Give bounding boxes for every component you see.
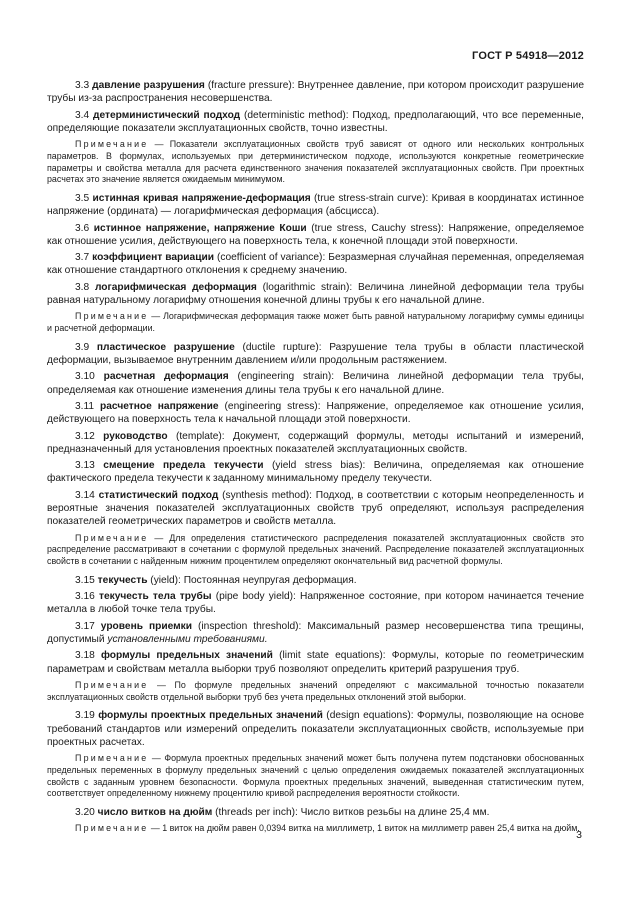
note-dash: — <box>148 823 163 834</box>
note-label: Примечание <box>75 679 149 690</box>
term: смещение предела текучести <box>103 460 264 472</box>
definition-3-3 <box>47 79 584 106</box>
definition-3-20 <box>47 806 584 819</box>
clause-number: 3.11 <box>75 400 95 412</box>
definition-text: (limit state equations): Формулы, которые по геометрическим параметрам и свойствам металла выборки труб позволяют определить критерий разрушения труб. <box>47 650 584 675</box>
definition-italic-text: установленными требованиями. <box>107 633 268 645</box>
term: формулы предельных значений <box>101 650 273 662</box>
definition-text: (ductile rupture): Разрушение тела трубы в области пластической деформации, вызываемое внутренним давлением и/или продольным растяжением. <box>47 341 584 367</box>
definition-3-14 <box>47 489 584 529</box>
clause-number: 3.20 <box>75 806 95 818</box>
note-label: Примечание <box>75 753 149 764</box>
definition-3-9 <box>47 341 584 368</box>
note-text: Логарифмическая деформация также может быть равной натуральному логарифму суммы единицы и расчетной деформации. <box>47 311 584 334</box>
note-3-14 <box>47 533 584 568</box>
clause-number: 3.7 <box>75 252 90 264</box>
note-label: Примечание <box>75 139 149 150</box>
clause-number: 3.12 <box>75 430 95 442</box>
term: статистический подход <box>98 489 219 501</box>
note-3-4 <box>47 139 584 186</box>
clause-number: 3.6 <box>75 222 90 234</box>
definition-text: (logarithmic strain): Величина линейной деформации тела трубы равная натуральному логарифму отношения конечной длины трубы к его начальной длине. <box>47 281 584 307</box>
definition-text: (yield): Постоянная неупругая деформация. <box>147 574 357 586</box>
clause-number: 3.14 <box>75 489 95 501</box>
definition-text: (fracture pressure): Внутреннее давление, при котором происходит разрушение трубы из-за распространения несовершенства. <box>47 80 584 105</box>
definition-3-18 <box>47 649 584 676</box>
term: логарифмическая деформация <box>94 281 257 293</box>
note-dash: — <box>148 679 175 690</box>
definition-3-10 <box>47 370 584 397</box>
note-text: Показатели эксплуатационных свойств труб зависят от одного или нескольких контрольных параметров. В формулах, используемых при детерминистическом подходе, используются конкретные геометрические параметры и свойства металла для расчета единственного значения показателей эксплуатационных свойств. При проектных расчетах это значение является ожидаемым минимумом. <box>47 139 584 185</box>
clause-number: 3.16 <box>75 591 95 603</box>
term: коэффициент вариации <box>92 252 214 264</box>
term: истинное напряжение, напряжение Коши <box>93 222 307 234</box>
definition-3-19 <box>47 709 584 749</box>
term: истинная кривая напряжение-деформация <box>92 193 311 204</box>
clause-number: 3.15 <box>75 574 95 586</box>
note-label: Примечание <box>75 532 149 543</box>
definition-3-16 <box>47 590 584 617</box>
definition-3-8 <box>47 281 584 308</box>
term: руководство <box>103 430 168 442</box>
definition-3-5 <box>47 192 584 219</box>
definition-text: (inspection threshold): Максимальный размер несовершенства типа трещины, допустимый <box>47 620 584 645</box>
note-text: Формула проектных предельных значений может быть получена путем подстановки обоснованных предельных переменных в формулу предельных значений с целью определения ожидаемых показателей эксплуатационных свойств с заданным уровнем безопасности. Формула проектных предельных значений, выведенная статистическим путем, соответствует определенному нижнему процентилю кривой распределения вероятности стойкости. <box>47 753 584 799</box>
note-text: Для определения статистического распределения показателей эксплуатационных свойств это распределение рассматривают в сочетании с формулой предельных значений. Распределение показателей эксплуатационных свойств в сочетании с найденным нижним процентилем определяют окончательный вид расчетной формулы. <box>47 532 584 567</box>
definition-text: (design equations): Формулы, позволяющие на основе требований стандартов или измерений определить показатели эксплуатационных свойств, используемые при проектных расчетах. <box>47 710 584 748</box>
definition-3-6 <box>47 222 584 249</box>
definition-3-7 <box>47 251 584 278</box>
term: пластическое разрушение <box>96 341 235 353</box>
term: формулы проектных предельных значений <box>98 710 323 722</box>
note-text: По формуле предельных значений определяют с максимальной точностью показатели эксплуатационных свойств отдельной выборки труб без учета предельных отклонений этой выборки. <box>47 679 584 702</box>
definition-text: (coefficient of variance): Безразмерная случайная переменная, определяемая как отношение стандартного отклонения к среднему значению. <box>47 252 584 277</box>
term: текучесть тела трубы <box>98 591 212 603</box>
term: давление разрушения <box>92 80 205 91</box>
definition-text: (pipe body yield): Напряженное состояние, при котором начинается течение металла в любой точке тела трубы. <box>47 591 584 616</box>
term: расчетная деформация <box>103 371 229 383</box>
definition-text: (threads per inch): Число витков резьбы на длине 25,4 мм. <box>212 806 490 818</box>
note-3-19 <box>47 753 584 800</box>
term: детерминистический подход <box>93 109 241 121</box>
note-label: Примечание <box>75 311 149 322</box>
term: расчетное напряжение <box>100 400 219 412</box>
definition-text: (yield stress bias): Величина, определяемая как отношение фактического предела текучести к заданному минимальному пределу текучести. <box>47 460 584 485</box>
term: уровень приемки <box>100 620 193 632</box>
page-number: 3 <box>576 829 582 841</box>
clause-number: 3.10 <box>75 371 95 383</box>
definition-text: (template): Документ, содержащий формулы, методы испытаний и измерений, предназначенный для установления проектных показателей эксплуатационных свойств. <box>47 430 584 455</box>
note-label: Примечание <box>75 823 149 834</box>
term: число витков на дюйм <box>97 806 213 818</box>
clause-number: 3.18 <box>75 650 95 662</box>
note-dash: — <box>148 311 164 322</box>
note-3-18 <box>47 680 584 703</box>
definition-3-12 <box>47 430 584 457</box>
clause-number: 3.8 <box>75 281 90 293</box>
definition-3-15 <box>47 574 584 587</box>
definition-3-4 <box>47 109 584 136</box>
clause-number: 3.13 <box>75 460 95 472</box>
note-dash: — <box>148 139 170 150</box>
definition-text: (true stress-strain curve): Кривая в координатах истинное напряжение (ордината) — логарифмическая деформация (абсцисса). <box>47 193 584 218</box>
clause-number: 3.9 <box>75 341 90 353</box>
definition-text: (engineering stress): Напряжение, определяемое как отношение усилия, действующего на поверхность тела к начальной площади этой поверхности. <box>47 400 584 426</box>
clause-number: 3.17 <box>75 620 95 632</box>
definition-text: (synthesis method): Подход, в соответствии с которым неопределенность и вероятные значения показателей эксплуатационных свойств труб определяют, используя распределения показателей геометрических параметров и свойств металла. <box>47 489 584 528</box>
definition-text: (engineering strain): Величина линейной деформации тела трубы, определяемая как отношение изменения длины тела трубы к его начальной длине. <box>47 371 584 396</box>
clause-number: 3.5 <box>75 193 90 204</box>
clause-number: 3.3 <box>75 80 90 91</box>
definition-3-11 <box>47 400 584 427</box>
definition-3-17 <box>47 620 584 647</box>
note-dash: — <box>148 753 165 764</box>
definition-3-13 <box>47 459 584 486</box>
note-3-20 <box>47 823 584 835</box>
definition-text: (deterministic method): Подход, предполагающий, что все переменные, определяющие показатели эксплуатационных свойств, точно известны. <box>47 109 584 134</box>
page-header-standard-code: ГОСТ Р 54918—2012 <box>472 50 584 62</box>
note-dash: — <box>148 532 170 543</box>
term: текучесть <box>97 574 148 586</box>
note-text: 1 виток на дюйм равен 0,0394 витка на миллиметр, 1 виток на миллиметр равен 25,4 витка на дюйм. <box>162 823 580 834</box>
document-body <box>47 79 584 841</box>
clause-number: 3.19 <box>75 710 95 722</box>
clause-number: 3.4 <box>75 109 90 121</box>
note-3-8 <box>47 311 584 334</box>
definition-text: (true stress, Cauchy stress): Напряжение, определяемое как отношение усилия, действующего на поверхность тела, к конечной площади этой поверхности. <box>47 222 584 247</box>
